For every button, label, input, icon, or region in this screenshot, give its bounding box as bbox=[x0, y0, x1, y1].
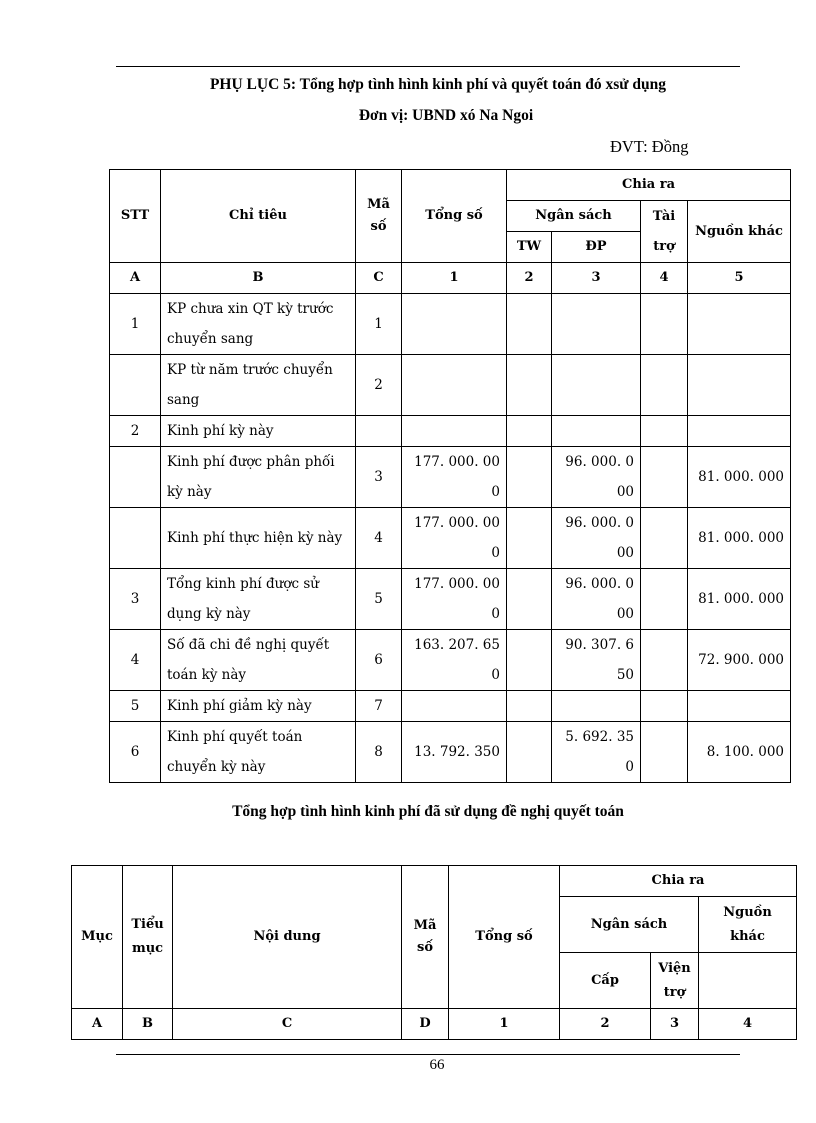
unit-title: Đơn vị: UBND xó Na Ngoi bbox=[358, 107, 534, 124]
row-tw bbox=[507, 508, 552, 569]
table-row bbox=[110, 722, 791, 783]
header-tieu-muc: Tiểu mục bbox=[123, 866, 173, 1009]
header-ma-so: Mã số bbox=[356, 170, 402, 263]
code-cell: 3 bbox=[552, 263, 641, 294]
row-name: Kinh phí được phân phối kỳ này bbox=[161, 447, 356, 508]
row-code: 2 bbox=[356, 355, 402, 416]
row-dp: 5. 692. 350 bbox=[552, 722, 641, 783]
row-other: 81. 000. 000 bbox=[688, 508, 791, 569]
row-other: 81. 000. 000 bbox=[688, 569, 791, 630]
row-other bbox=[688, 294, 791, 355]
header-nguon-khac: Nguồn khác bbox=[688, 201, 791, 263]
row-tai-tro bbox=[641, 569, 688, 630]
row-name: Kinh phí thực hiện kỳ này bbox=[161, 508, 356, 569]
row-tw bbox=[507, 722, 552, 783]
header-chia-ra: Chia ra bbox=[507, 170, 791, 201]
row-stt bbox=[110, 508, 161, 569]
table-row bbox=[110, 691, 791, 722]
code-cell: 1 bbox=[449, 1009, 560, 1040]
row-total: 13. 792. 350 bbox=[402, 722, 507, 783]
table-row bbox=[110, 355, 791, 416]
code-cell: 5 bbox=[688, 263, 791, 294]
row-name: Tổng kinh phí được sử dụng kỳ này bbox=[161, 569, 356, 630]
code-cell: D bbox=[402, 1009, 449, 1040]
row-stt: 2 bbox=[110, 416, 161, 447]
row-stt: 1 bbox=[110, 294, 161, 355]
row-tai-tro bbox=[641, 508, 688, 569]
row-code: 5 bbox=[356, 569, 402, 630]
row-dp bbox=[552, 355, 641, 416]
code-cell: 2 bbox=[560, 1009, 651, 1040]
row-other: 72. 900. 000 bbox=[688, 630, 791, 691]
header-cap: Cấp bbox=[560, 953, 651, 1009]
row-tw bbox=[507, 416, 552, 447]
row-dp bbox=[552, 416, 641, 447]
appendix-title: PHỤ LỤC 5: Tổng hợp tình hình kinh phí và quyết toán đó xsử dụng bbox=[209, 76, 667, 93]
header-ngan-sach: Ngân sách bbox=[560, 897, 699, 953]
row-tw bbox=[507, 691, 552, 722]
row-stt: 6 bbox=[110, 722, 161, 783]
row-tai-tro bbox=[641, 294, 688, 355]
row-tai-tro bbox=[641, 447, 688, 508]
row-other bbox=[688, 691, 791, 722]
header-ma-so: Mã số bbox=[402, 866, 449, 1009]
row-total bbox=[402, 294, 507, 355]
row-code: 6 bbox=[356, 630, 402, 691]
table-row bbox=[110, 630, 791, 691]
row-total: 177. 000. 000 bbox=[402, 569, 507, 630]
header-ngan-sach: Ngân sách bbox=[507, 201, 641, 232]
header-chi-tieu: Chỉ tiêu bbox=[161, 170, 356, 263]
row-dp bbox=[552, 691, 641, 722]
header-stt: STT bbox=[110, 170, 161, 263]
row-tw bbox=[507, 630, 552, 691]
row-stt: 4 bbox=[110, 630, 161, 691]
row-stt: 3 bbox=[110, 569, 161, 630]
code-cell: A bbox=[110, 263, 161, 294]
row-tai-tro bbox=[641, 630, 688, 691]
code-cell: 3 bbox=[651, 1009, 699, 1040]
header-tong-so: Tổng số bbox=[449, 866, 560, 1009]
table-row bbox=[110, 569, 791, 630]
row-dp: 96. 000. 000 bbox=[552, 447, 641, 508]
row-name: Kinh phí quyết toán chuyển kỳ này bbox=[161, 722, 356, 783]
row-tai-tro bbox=[641, 722, 688, 783]
table-row bbox=[110, 508, 791, 569]
page-number: 66 bbox=[429, 1057, 445, 1073]
row-code: 7 bbox=[356, 691, 402, 722]
row-dp: 96. 000. 000 bbox=[552, 508, 641, 569]
row-total bbox=[402, 416, 507, 447]
code-cell: A bbox=[72, 1009, 123, 1040]
row-total bbox=[402, 355, 507, 416]
row-name: Kinh phí giảm kỳ này bbox=[161, 691, 356, 722]
row-tai-tro bbox=[641, 691, 688, 722]
row-code bbox=[356, 416, 402, 447]
row-stt: 5 bbox=[110, 691, 161, 722]
table-row bbox=[110, 294, 791, 355]
row-stt bbox=[110, 447, 161, 508]
header-tw: TW bbox=[507, 232, 552, 263]
currency-unit: ĐVT: Đồng bbox=[610, 137, 689, 156]
row-name: Số đã chi đề nghị quyết toán kỳ này bbox=[161, 630, 356, 691]
row-dp: 96. 000. 000 bbox=[552, 569, 641, 630]
row-stt bbox=[110, 355, 161, 416]
usage-summary-table bbox=[71, 865, 797, 1040]
row-dp: 90. 307. 650 bbox=[552, 630, 641, 691]
row-tw bbox=[507, 355, 552, 416]
code-cell: 4 bbox=[699, 1009, 797, 1040]
row-code: 3 bbox=[356, 447, 402, 508]
header-vien-tro: Viện trợ bbox=[651, 953, 699, 1009]
row-other: 81. 000. 000 bbox=[688, 447, 791, 508]
row-total: 177. 000. 000 bbox=[402, 508, 507, 569]
code-cell: C bbox=[356, 263, 402, 294]
code-cell: C bbox=[173, 1009, 402, 1040]
row-total: 177. 000. 000 bbox=[402, 447, 507, 508]
row-tai-tro bbox=[641, 355, 688, 416]
code-cell: B bbox=[161, 263, 356, 294]
row-tw bbox=[507, 569, 552, 630]
code-cell: 4 bbox=[641, 263, 688, 294]
header-tai-tro: Tài trợ bbox=[641, 201, 688, 263]
row-code: 8 bbox=[356, 722, 402, 783]
header-blank bbox=[699, 953, 797, 1009]
row-total: 163. 207. 650 bbox=[402, 630, 507, 691]
row-tw bbox=[507, 294, 552, 355]
row-total bbox=[402, 691, 507, 722]
top-rule bbox=[116, 66, 740, 67]
row-code: 1 bbox=[356, 294, 402, 355]
row-code: 4 bbox=[356, 508, 402, 569]
header-noi-dung: Nội dung bbox=[173, 866, 402, 1009]
bottom-rule bbox=[116, 1054, 740, 1055]
code-cell: 1 bbox=[402, 263, 507, 294]
header-nguon-khac: Nguồn khác bbox=[699, 897, 797, 953]
row-tai-tro bbox=[641, 416, 688, 447]
row-dp bbox=[552, 294, 641, 355]
table-row bbox=[110, 447, 791, 508]
row-name: Kinh phí kỳ này bbox=[161, 416, 356, 447]
code-cell: 2 bbox=[507, 263, 552, 294]
row-other bbox=[688, 416, 791, 447]
header-chia-ra: Chia ra bbox=[560, 866, 797, 897]
row-tw bbox=[507, 447, 552, 508]
row-other bbox=[688, 355, 791, 416]
table-row bbox=[110, 416, 791, 447]
usage-summary-title: Tổng hợp tình hình kinh phí đã sử dụng đề nghị quyết toán bbox=[232, 803, 624, 820]
summary-table bbox=[109, 169, 791, 783]
row-other: 8. 100. 000 bbox=[688, 722, 791, 783]
header-muc: Mục bbox=[72, 866, 123, 1009]
header-dp: ĐP bbox=[552, 232, 641, 263]
header-tong-so: Tổng số bbox=[402, 170, 507, 263]
row-name: KP từ năm trước chuyển sang bbox=[161, 355, 356, 416]
row-name: KP chưa xin QT kỳ trước chuyển sang bbox=[161, 294, 356, 355]
code-cell: B bbox=[123, 1009, 173, 1040]
